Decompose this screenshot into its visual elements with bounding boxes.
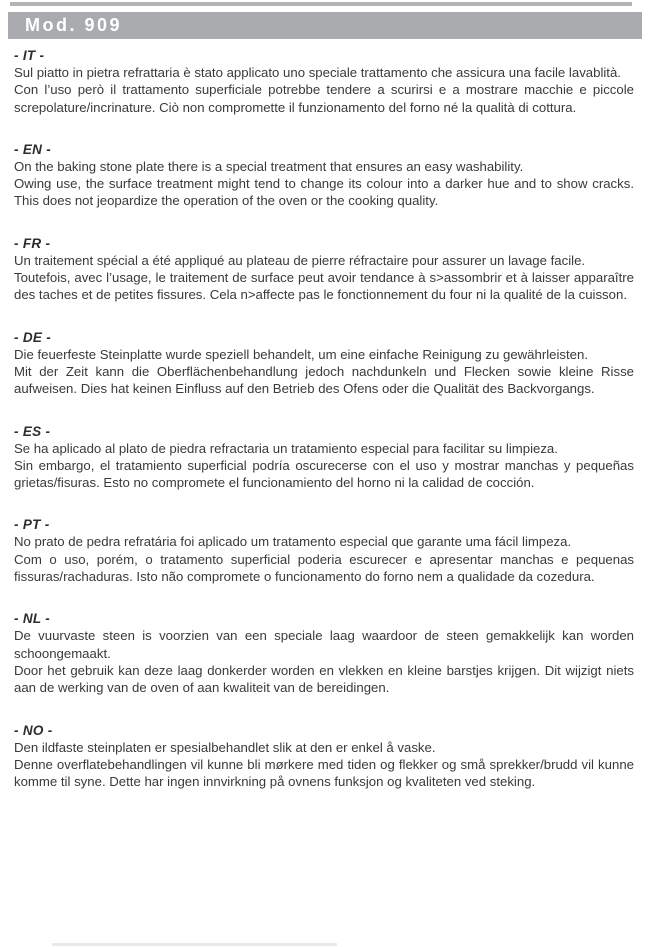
section-it bbox=[14, 47, 634, 116]
paragraph: Toutefois, avec l’usage, le traitement de surface peut avoir tendance à s>assombrir et à laisser apparaître des taches et de petites fissures. Cela n>affecte pas le fonctionnement du four ni la qualité de la cuisson. bbox=[14, 270, 634, 303]
paragraph: Den ildfaste steinplaten er spesialbehandlet slik at den er enkel å vaske. bbox=[14, 739, 436, 755]
model-title: Mod. 909 bbox=[25, 15, 123, 35]
language-heading-nl: - NL - bbox=[14, 611, 51, 627]
paragraph: No prato de pedra refratária foi aplicado um tratamento especial que garante uma fácil limpeza. bbox=[14, 534, 572, 550]
section-de bbox=[14, 329, 634, 398]
paragraph: Sin embargo, el tratamiento superficial podría oscurecerse con el uso y mostrar manchas y pequeñas grietas/fisuras. Esto no compromete el funcionamiento del horno ni la calidad de cocción. bbox=[14, 457, 634, 491]
paragraph: Con l’uso però il trattamento superficiale potrebbe tendere a scurirsi e a mostrare macchie e piccole screpolature/incrinature. Ciò non compromette il funzionamento del forno né la qualità di cottura. bbox=[14, 82, 634, 115]
document-body bbox=[14, 47, 634, 815]
language-heading-it: - IT - bbox=[14, 48, 45, 63]
section-en bbox=[14, 141, 634, 210]
paragraph: Com o uso, porém, o tratamento superficial poderia escurecer e apresentar manchas e pequenas fissuras/rachaduras. Isto não compromete o funcionamento do forno nem a qualidade da cozedura. bbox=[14, 551, 634, 585]
language-heading-fr: - FR - bbox=[14, 235, 51, 251]
language-heading-es: - ES - bbox=[14, 423, 51, 439]
section-fr bbox=[14, 235, 634, 304]
paragraph: Mit der Zeit kann die Oberflächenbehandlung jedoch nachdunkeln und Flecken sowie kleine Risse aufweisen. Dies hat keinen Einfluss auf den Betrieb des Ofens oder die Qualität des Backvorgangs. bbox=[14, 363, 634, 397]
paragraph: De vuurvaste steen is voorzien van een speciale laag waardoor de steen gemakkelijk kan worden schoongemaakt. bbox=[14, 628, 634, 661]
language-heading-pt: - PT - bbox=[14, 517, 50, 533]
paragraph: Un traitement spécial a été appliqué au plateau de pierre réfractaire pour assurer un lavage facile. bbox=[14, 252, 586, 268]
language-heading-en: - EN - bbox=[14, 141, 52, 157]
paragraph: Door het gebruik kan deze laag donkerder worden en vlekken en kleine barstjes krijgen. Dit wijzigt niets aan de werking van de oven of aan kwaliteit van de bereidingen. bbox=[14, 662, 634, 696]
section-nl bbox=[14, 610, 634, 696]
paragraph: Die feuerfeste Steinplatte wurde speziell behandelt, um eine einfache Reinigung zu gewährleisten. bbox=[14, 346, 589, 362]
paragraph: On the baking stone plate there is a special treatment that ensures an easy washability. bbox=[14, 158, 524, 174]
section-no bbox=[14, 722, 634, 791]
paragraph: Sul piatto in pietra refrattaria è stato applicato uno speciale trattamento che assicura una facile lavablità. bbox=[14, 65, 621, 80]
model-header-bar bbox=[8, 12, 642, 39]
section-es bbox=[14, 423, 634, 492]
section-pt bbox=[14, 516, 634, 585]
language-heading-de: - DE - bbox=[14, 329, 52, 345]
top-divider-rule bbox=[10, 2, 632, 6]
language-heading-no: - NO - bbox=[14, 722, 53, 738]
paragraph: Owing use, the surface treatment might tend to change its colour into a darker hue and to show cracks. This does not jeopardize the operation of the oven or the cooking quality. bbox=[14, 176, 634, 209]
bottom-divider-rule bbox=[52, 943, 337, 946]
paragraph: Denne overflatebehandlingen vil kunne bli mørkere med tiden og flekker og små sprekker/brudd vil kunne komme til syne. Dette har ingen innvirkning på ovnens funksjon og kvaliteten ved steking. bbox=[14, 756, 634, 790]
paragraph: Se ha aplicado al plato de piedra refractaria un tratamiento especial para facilitar su limpieza. bbox=[14, 440, 558, 456]
